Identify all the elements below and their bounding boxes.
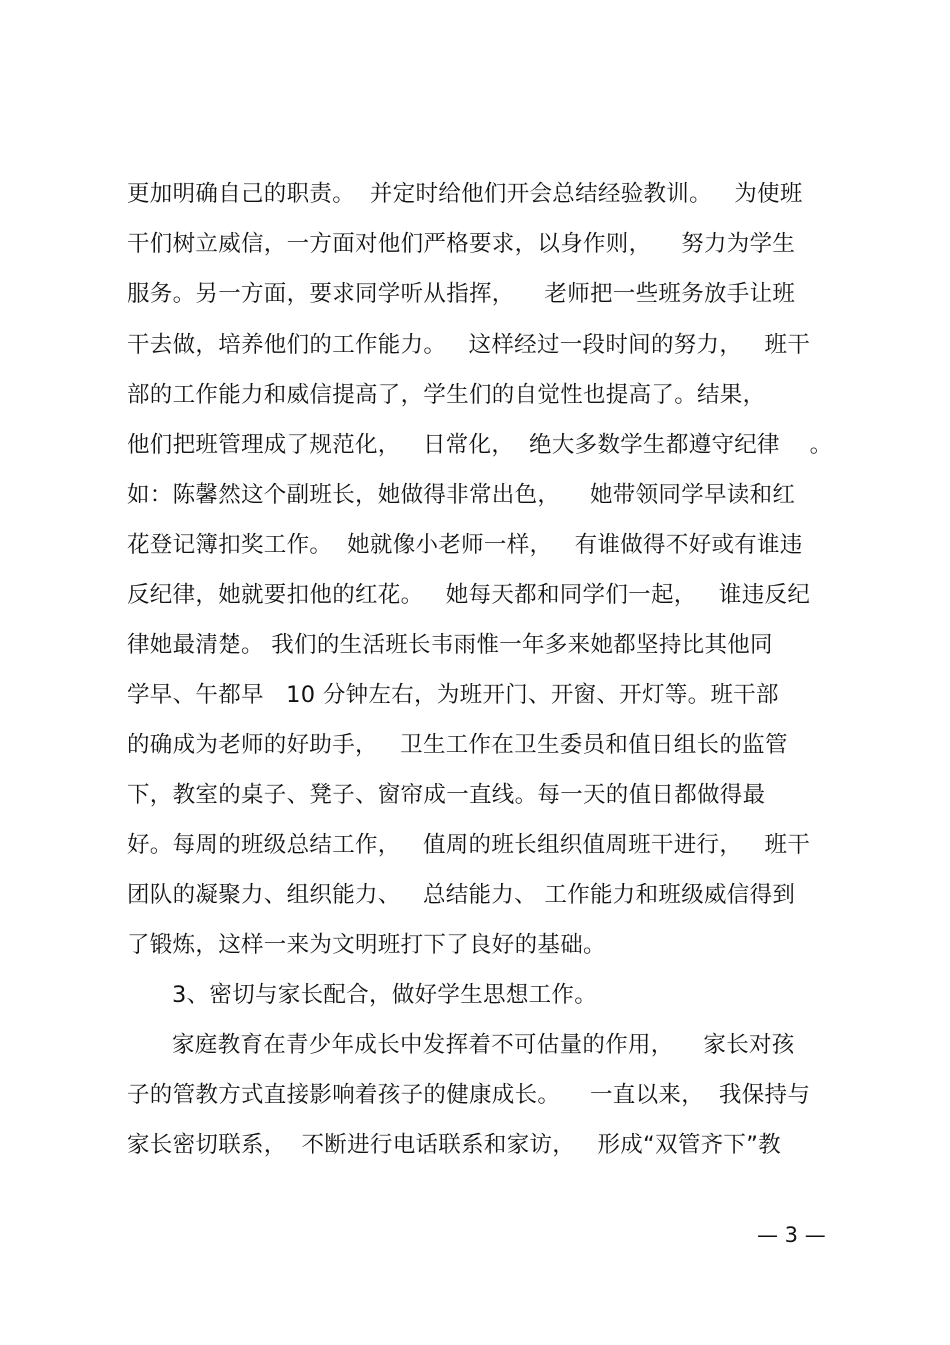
text-line: 家长密切联系， 不断进行电话联系和家访， 形成“双管齐下”教: [127, 1132, 781, 1158]
text-line: 的确成为老师的好助手， 卫生工作在卫生委员和值日组长的监管: [127, 732, 788, 758]
text-line: 好。每周的班级总结工作， 值周的班长组织值周班干进行， 班干: [127, 832, 811, 858]
section-heading: 3、密切与家长配合，做好学生思想工作。: [172, 982, 598, 1008]
text-line: 花登记簿扣奖工作。 她就像小老师一样， 有谁做得不好或有谁违: [127, 532, 803, 558]
text-line: 子的管教方式直接影响着孩子的健康成长。 一直以来， 我保持与: [127, 1082, 811, 1108]
text-line: 干去做，培养他们的工作能力。 这样经过一段时间的努力， 班干: [127, 332, 811, 358]
text-line: 部的工作能力和威信提高了，学生们的自觉性也提高了。结果，: [127, 382, 766, 408]
text-line: 家庭教育在青少年成长中发挥着不可估量的作用， 家长对孩: [172, 1032, 795, 1058]
text-line: 了锻炼，这样一来为文明班打下了良好的基础。: [127, 932, 606, 958]
text-line: 团队的凝聚力、组织能力、 总结能力、 工作能力和班级威信得到: [127, 882, 796, 908]
text-line: 学早、午都早 10 分钟左右，为班开门、开窗、开灯等。班干部: [127, 682, 779, 708]
text-line: 反纪律，她就要扣他的红花。 她每天都和同学们一起， 谁违反纪: [127, 582, 811, 608]
page-number: — 3 —: [757, 1223, 826, 1247]
text-line: 如：陈馨然这个副班长，她做得非常出色， 她带领同学早读和红: [127, 482, 796, 508]
text-line: 干们树立威信，一方面对他们严格要求，以身作则， 努力为学生: [127, 231, 796, 257]
text-line: 更加明确自己的职责。 并定时给他们开会总结经验教训。 为使班: [127, 181, 803, 207]
text-line: 他们把班管理成了规范化， 日常化， 绝大多数学生都遵守纪律 。: [127, 432, 833, 458]
text-line: 律她最清楚。 我们的生活班长韦雨惟一年多来她都坚持比其他同: [127, 632, 773, 658]
text-line: 服务。另一方面，要求同学听从指挥， 老师把一些班务放手让班: [127, 281, 796, 307]
text-line: 下，教室的桌子、凳子、窗帘成一直线。每一天的值日都做得最: [127, 782, 766, 808]
